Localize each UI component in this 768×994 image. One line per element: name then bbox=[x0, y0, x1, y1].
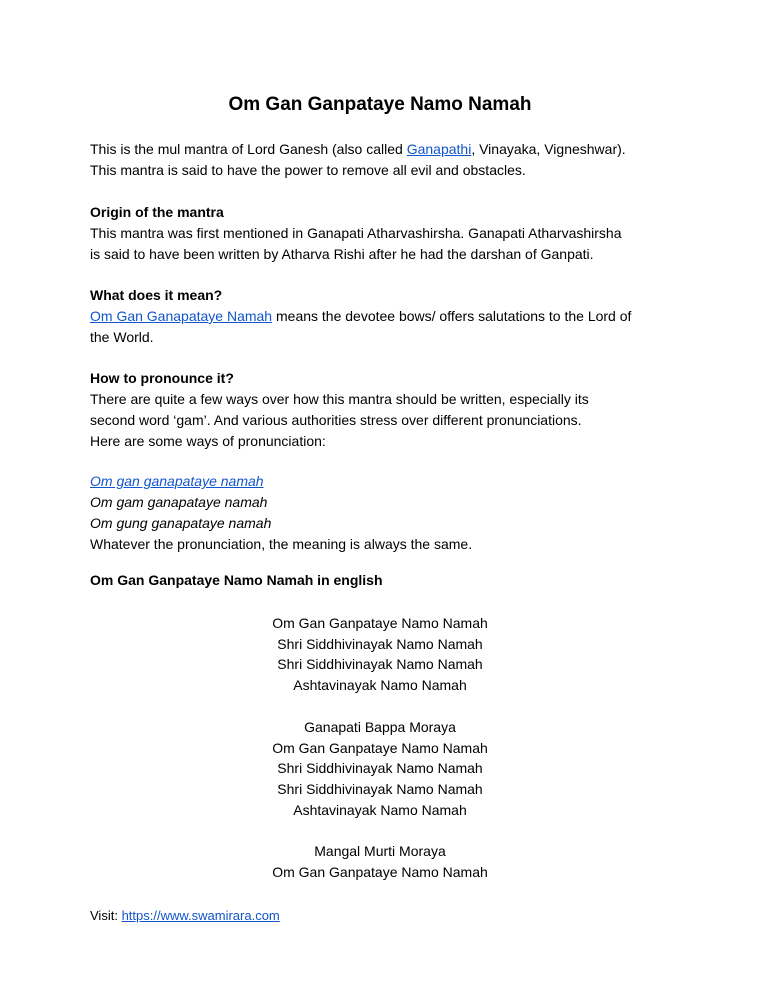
stanza-1-line: Shri Siddhivinayak Namo Namah bbox=[277, 656, 483, 673]
pronounce-line-1: There are quite a few ways over how this mantra should be written, especially its bbox=[90, 391, 589, 407]
intro-text-after: , Vinayaka, Vigneshwar). bbox=[471, 141, 626, 157]
origin-section bbox=[90, 202, 690, 265]
stanza-1-line: Ashtavinayak Namo Namah bbox=[293, 677, 467, 694]
origin-line-2: is said to have been written by Atharva Rishi after he had the darshan of Ganpati. bbox=[90, 246, 594, 262]
meaning-section bbox=[90, 285, 690, 348]
intro-text: This is the mul mantra of Lord Ganesh (also called bbox=[90, 141, 407, 157]
meaning-line-1 bbox=[90, 306, 690, 327]
footer bbox=[90, 906, 280, 926]
intro-paragraph bbox=[90, 139, 690, 181]
meaning-heading: What does it mean? bbox=[90, 287, 223, 303]
stanza-3-line: Om Gan Ganpataye Namo Namah bbox=[272, 863, 488, 880]
om-gan-ganapataye-namah-link[interactable]: Om Gan Ganapataye Namah bbox=[90, 308, 273, 324]
origin-heading: Origin of the mantra bbox=[90, 204, 224, 220]
intro-line-2: This mantra is said to have the power to remove all evil and obstacles. bbox=[90, 162, 526, 178]
website-link[interactable]: https://www.swamirara.com bbox=[121, 908, 280, 923]
variant-2: Om gam ganapataye namah bbox=[90, 494, 268, 510]
stanza-2 bbox=[90, 717, 670, 821]
intro-line-1 bbox=[90, 139, 690, 160]
stanza-2-line: Om Gan Ganpataye Namo Namah bbox=[272, 739, 488, 756]
english-heading: Om Gan Ganpataye Namo Namah in english bbox=[90, 572, 383, 588]
english-heading-block bbox=[90, 570, 690, 591]
stanza-3 bbox=[90, 841, 670, 882]
pronounce-line-2: second word ‘gam’. And various authorities stress over different pronunciations. bbox=[90, 412, 582, 428]
origin-line-1: This mantra was first mentioned in Ganapati Atharvashirsha. Ganapati Atharvashirsha bbox=[90, 225, 622, 241]
meaning-text: means the devotee bows/ offers salutations to the Lord of bbox=[272, 308, 632, 324]
meaning-line-2: the World. bbox=[90, 329, 154, 345]
stanza-1 bbox=[90, 613, 670, 696]
page-title: Om Gan Ganpataye Namo Namah bbox=[228, 94, 532, 115]
stanza-2-line: Shri Siddhivinayak Namo Namah bbox=[277, 781, 483, 798]
pronounce-line-3: Here are some ways of pronunciation: bbox=[90, 433, 326, 449]
stanza-2-line: Shri Siddhivinayak Namo Namah bbox=[277, 760, 483, 777]
stanza-1-line: Om Gan Ganpataye Namo Namah bbox=[272, 615, 488, 631]
pronounce-section bbox=[90, 368, 690, 452]
variants-list bbox=[90, 471, 690, 555]
variant-1-link[interactable]: Om gan ganapataye namah bbox=[90, 473, 264, 489]
stanza-1-line: Shri Siddhivinayak Namo Namah bbox=[277, 635, 483, 652]
pronounce-heading: How to pronounce it? bbox=[90, 370, 234, 386]
ganapathi-link[interactable]: Ganapathi bbox=[406, 141, 472, 157]
variants-closing: Whatever the pronunciation, the meaning is always the same. bbox=[90, 536, 473, 552]
stanza-3-line: Mangal Murti Moraya bbox=[314, 843, 446, 859]
variant-3: Om gung ganapataye namah bbox=[90, 515, 272, 531]
footer-label: Visit: bbox=[90, 908, 118, 923]
stanza-2-line: Ganapati Bappa Moraya bbox=[304, 719, 456, 735]
stanza-2-line: Ashtavinayak Namo Namah bbox=[293, 801, 467, 818]
